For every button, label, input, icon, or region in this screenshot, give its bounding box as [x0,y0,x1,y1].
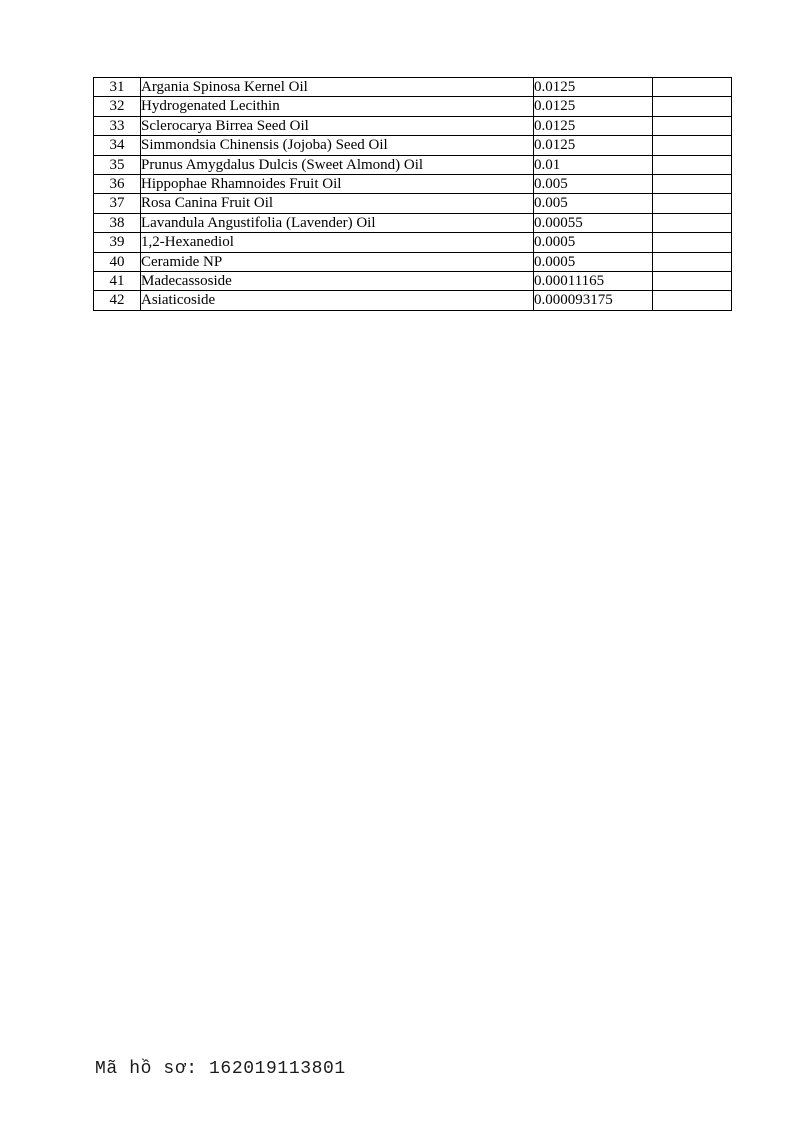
table-row [94,175,732,194]
row-number-cell: 32 [94,97,141,116]
ingredient-value-cell: 0.00055 [534,213,653,232]
row-number-cell: 33 [94,116,141,135]
ingredient-value-cell: 0.0125 [534,97,653,116]
empty-note-cell [653,116,732,135]
empty-note-cell [653,155,732,174]
ingredient-value-cell: 0.0125 [534,136,653,155]
ingredient-name-cell: Hydrogenated Lecithin [141,97,534,116]
row-number-cell: 37 [94,194,141,213]
table-row [94,272,732,291]
ingredient-table [93,77,732,311]
ingredient-table-body [94,78,732,311]
table-row [94,136,732,155]
ingredient-value-cell: 0.0005 [534,252,653,271]
ingredient-name-cell: Prunus Amygdalus Dulcis (Sweet Almond) Oil [141,155,534,174]
table-row [94,291,732,310]
table-row [94,78,732,97]
table-row [94,213,732,232]
ingredient-name-cell: Simmondsia Chinensis (Jojoba) Seed Oil [141,136,534,155]
empty-note-cell [653,291,732,310]
ingredient-name-cell: Madecassoside [141,272,534,291]
ingredient-value-cell: 0.01 [534,155,653,174]
empty-note-cell [653,233,732,252]
table-row [94,116,732,135]
empty-note-cell [653,175,732,194]
ingredient-value-cell: 0.0125 [534,116,653,135]
ingredient-value-cell: 0.000093175 [534,291,653,310]
ingredient-value-cell: 0.00011165 [534,272,653,291]
row-number-cell: 36 [94,175,141,194]
empty-note-cell [653,136,732,155]
table-row [94,252,732,271]
ingredient-name-cell: Hippophae Rhamnoides Fruit Oil [141,175,534,194]
document-id-footer: Mã hồ sơ: 162019113801 [95,1059,346,1079]
ingredient-name-cell: Rosa Canina Fruit Oil [141,194,534,213]
ingredient-name-cell: Lavandula Angustifolia (Lavender) Oil [141,213,534,232]
ingredient-name-cell: Ceramide NP [141,252,534,271]
row-number-cell: 35 [94,155,141,174]
row-number-cell: 31 [94,78,141,97]
ingredient-value-cell: 0.005 [534,175,653,194]
empty-note-cell [653,194,732,213]
table-row [94,233,732,252]
ingredient-value-cell: 0.0125 [534,78,653,97]
ingredient-name-cell: Argania Spinosa Kernel Oil [141,78,534,97]
empty-note-cell [653,272,732,291]
ingredient-name-cell: Asiaticoside [141,291,534,310]
table-row [94,155,732,174]
row-number-cell: 34 [94,136,141,155]
ingredient-value-cell: 0.0005 [534,233,653,252]
empty-note-cell [653,78,732,97]
row-number-cell: 38 [94,213,141,232]
row-number-cell: 40 [94,252,141,271]
ingredient-name-cell: Sclerocarya Birrea Seed Oil [141,116,534,135]
empty-note-cell [653,252,732,271]
row-number-cell: 41 [94,272,141,291]
table-row [94,194,732,213]
table-row [94,97,732,116]
empty-note-cell [653,213,732,232]
ingredient-value-cell: 0.005 [534,194,653,213]
row-number-cell: 42 [94,291,141,310]
ingredient-name-cell: 1,2-Hexanediol [141,233,534,252]
empty-note-cell [653,97,732,116]
row-number-cell: 39 [94,233,141,252]
